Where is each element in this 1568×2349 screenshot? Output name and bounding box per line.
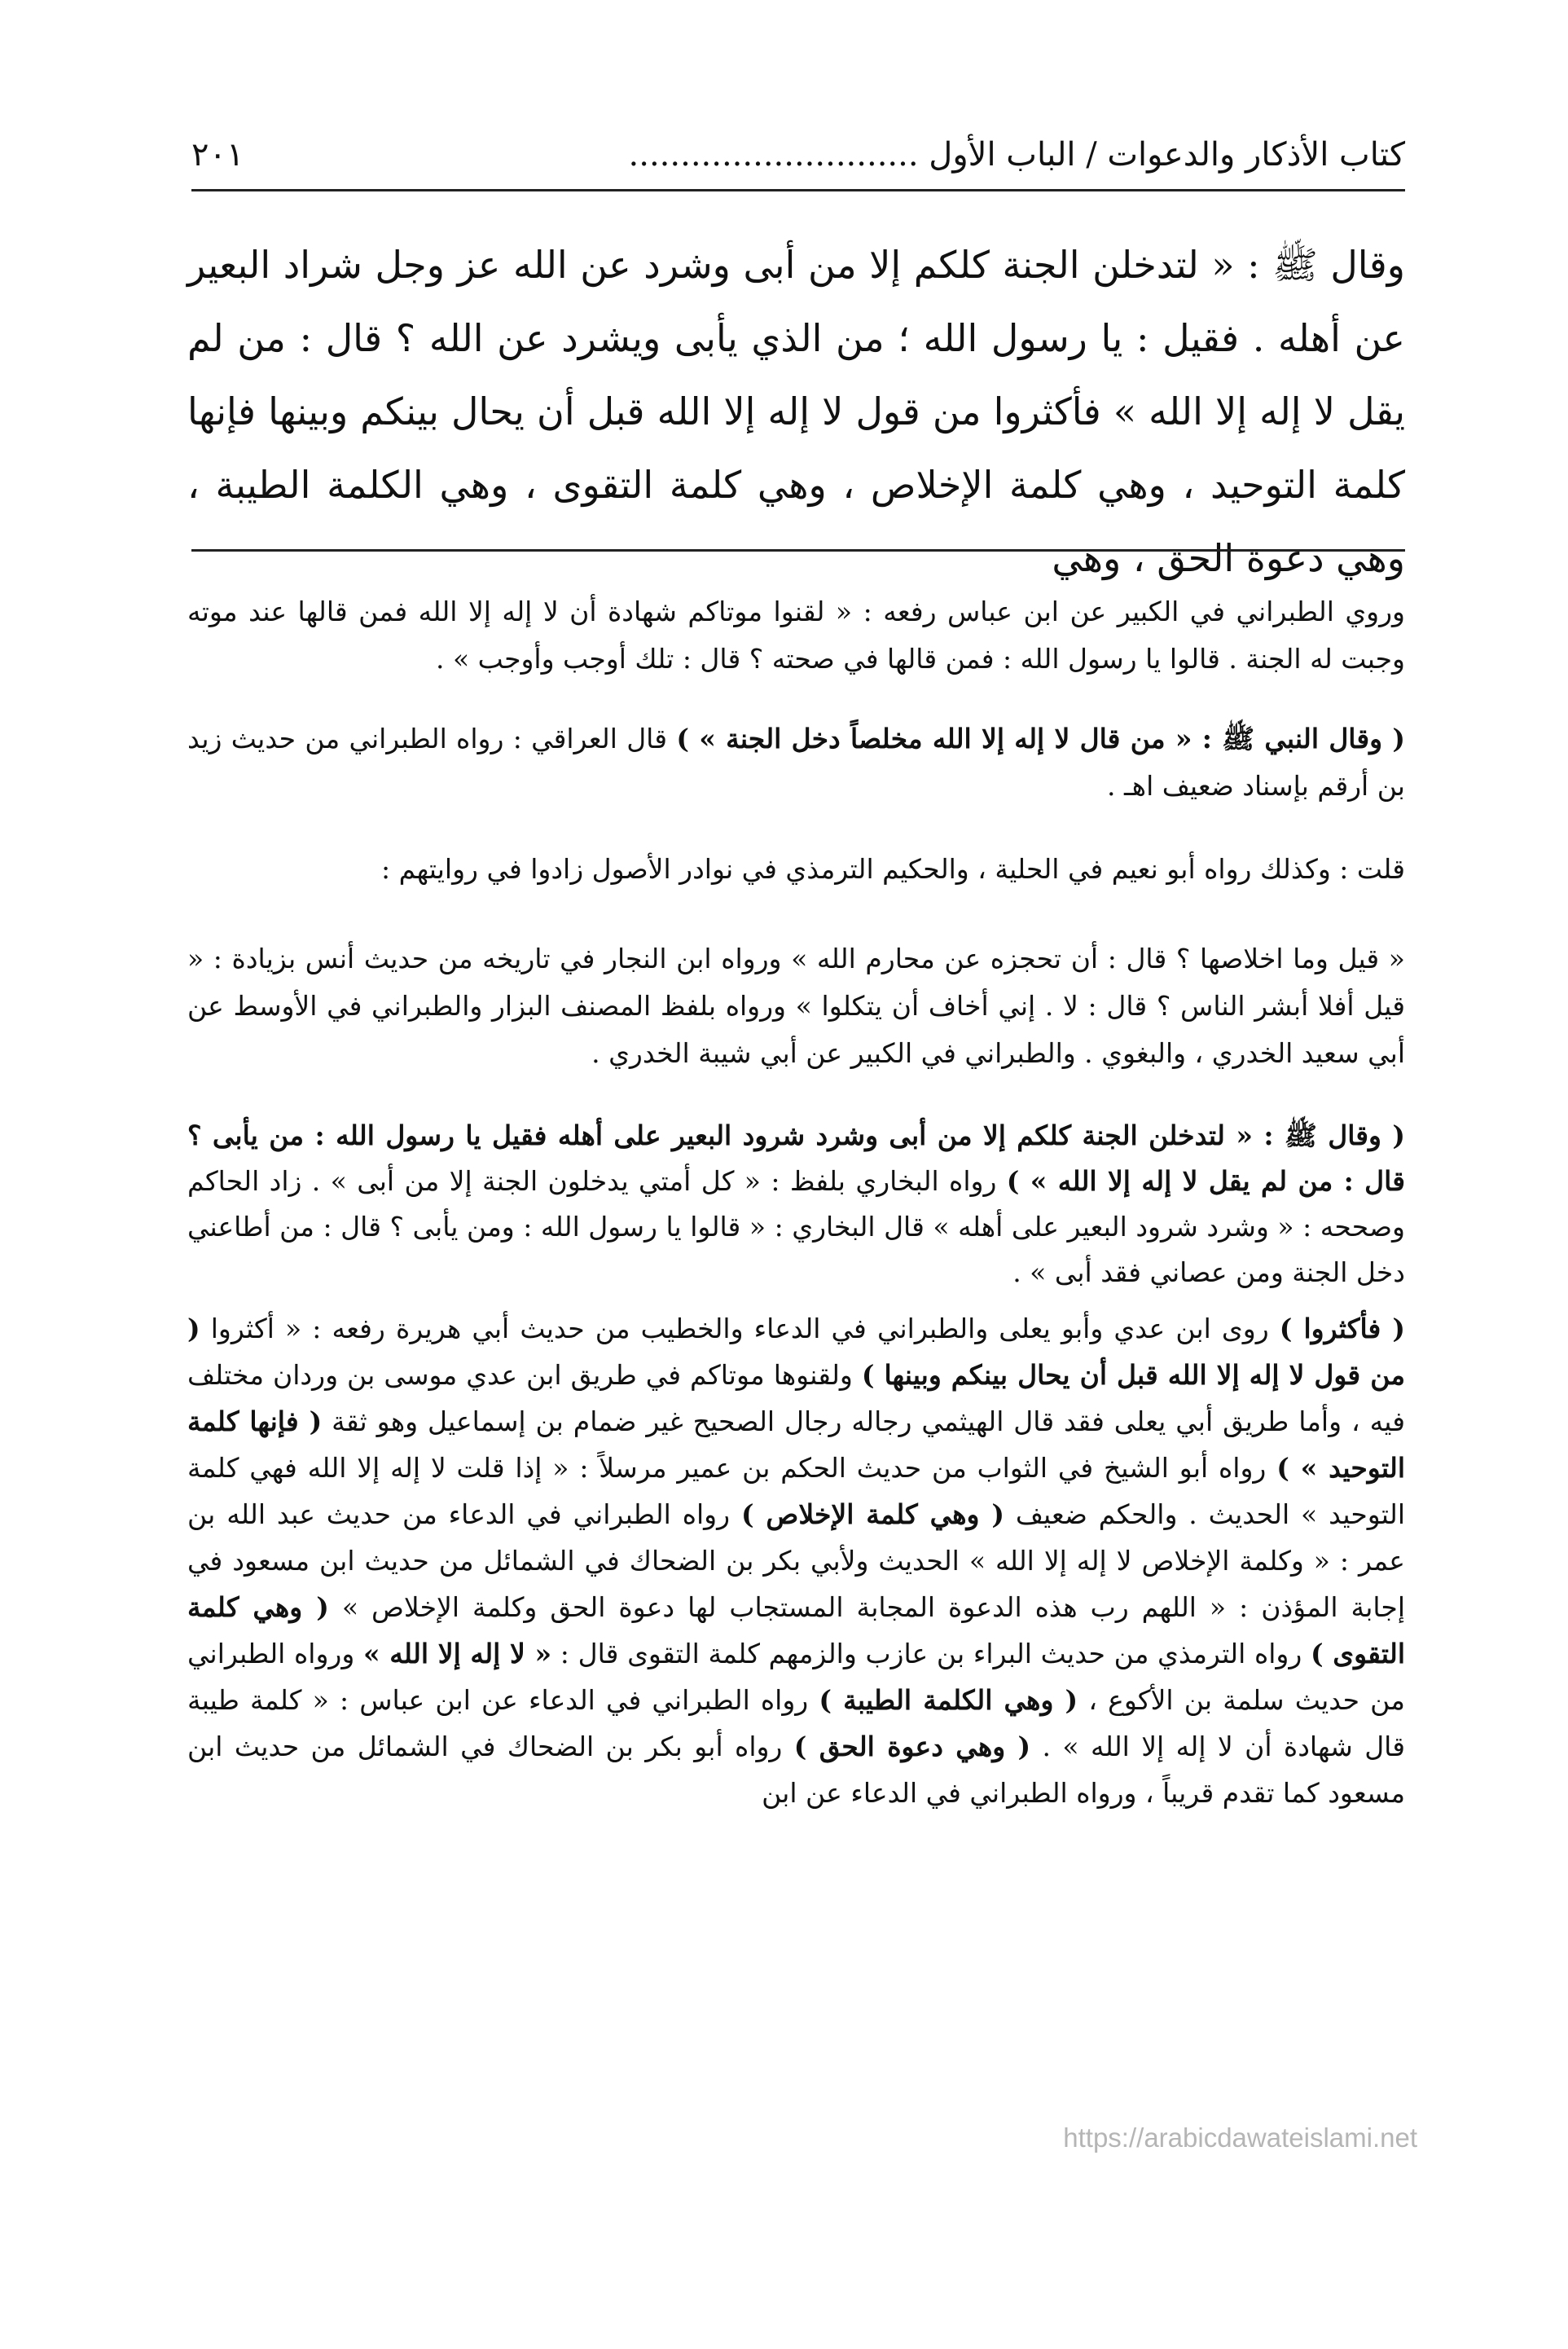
commentary-paragraph-4 bbox=[187, 935, 1405, 1077]
commentary-segment: رواه الترمذي من حديث البراء بن عازب والزمهم كلمة التقوى قال : bbox=[551, 1638, 1311, 1669]
commentary-paragraph-3 bbox=[187, 846, 1405, 893]
main-paragraph: وقال ﷺ : « لتدخلن الجنة كلكم إلا من أبى وشرد عن الله عز وجل شراد البعير عن أهله . فقيل : يا رسول الله ؛ من الذي يأبى ويشرد عن الله ؟ قال : من لم يقل لا إله إلا الله » فأكثروا من قول لا إله إلا الله قبل أن يحال بينكم وبينها فإنها كلمة التوحيد ، وهي كلمة الإخلاص ، وهي كلمة التقوى ، وهي الكلمة الطيبة ، وهي دعوة الحق ، وهي bbox=[187, 243, 1405, 580]
commentary-segment: روى ابن عدي وأبو يعلى والطبراني في الدعاء والخطيب من حديث أبي هريرة رفعه : « أكثروا bbox=[200, 1313, 1280, 1344]
quoted-phrase: « لا إله إلا الله » bbox=[362, 1638, 552, 1669]
commentary-text bbox=[187, 715, 1405, 810]
quoted-phrase: ( من قول لا إله إلا الله قبل أن يحال بينكم وبينها ) bbox=[187, 1313, 1405, 1391]
commentary-divider bbox=[191, 549, 1405, 552]
commentary-text bbox=[187, 1113, 1405, 1295]
commentary-text bbox=[187, 1305, 1405, 1816]
watermark-url: https://arabicdawateislami.net bbox=[1063, 2122, 1417, 2153]
commentary-text: وروي الطبراني في الكبير عن ابن عباس رفعه : « لقنوا موتاكم شهادة أن لا إله إلا الله فمن قالها عند موته وجبت له الجنة . قالوا يا رسول الله : فمن قالها في صحته ؟ قال : تلك أوجب وأوجب » . bbox=[187, 596, 1405, 675]
commentary-text-rest: رواه البخاري بلفظ : « كل أمتي يدخلون الجنة إلا من أبى » . زاد الحاكم وصححه : « وشرد شرود البعير على أهله » قال البخاري : « قالوا يا رسول الله : ومن يأبى ؟ قال : من أطاعني دخل الجنة ومن عصاني فقد أبى » . bbox=[187, 1165, 1405, 1288]
commentary-segment: رواه الطبراني في الدعاء من حديث عبد الله بن عمر : « وكلمة الإخلاص لا إله إلا الله » الحديث ولأبي بكر بن الضحاك في الشمائل من حديث ابن مسعود في إجابة المؤذن : « اللهم رب هذه الدعوة المجابة المستجاب لها دعوة الحق وكلمة الإخلاص » bbox=[187, 1498, 1405, 1623]
commentary-segment: ورواه الطبراني من حديث سلمة بن الأكوع ، bbox=[187, 1638, 1405, 1716]
quoted-phrase: ( وهي كلمة التقوى ) bbox=[187, 1591, 1405, 1669]
commentary-segment: رواه أبو بكر بن الضحاك في الشمائل من حديث ابن مسعود كما تقدم قريباً ، ورواه الطبراني في الدعاء عن ابن bbox=[187, 1731, 1405, 1809]
quoted-phrase: ( وهي كلمة الإخلاص ) bbox=[740, 1498, 1004, 1530]
commentary-paragraph-1 bbox=[187, 588, 1405, 683]
quoted-phrase: ( وهي الكلمة الطيبة ) bbox=[819, 1684, 1078, 1716]
commentary-segment: رواه أبو الشيخ في الثواب من حديث الحكم بن عمير مرسلاً : « إذا قلت لا إله إلا الله فهي كلمة التوحيد » الحديث . والحكم ضعيف bbox=[187, 1452, 1405, 1530]
running-title: كتاب الأذكار والدعوات / الباب الأول ............................ bbox=[628, 136, 1405, 174]
commentary-segment: رواه الطبراني في الدعاء عن ابن عباس : « كلمة طيبة قال شهادة أن لا إله إلا الله » . bbox=[187, 1684, 1406, 1762]
commentary-text-rest: قال العراقي : رواه الطبراني من حديث زيد بن أرقم بإسناد ضعيف اهـ . bbox=[187, 723, 1405, 802]
commentary-text: « قيل وما اخلاصها ؟ قال : أن تحجزه عن محارم الله » ورواه ابن النجار في تاريخه من حديث أنس بزيادة : « قيل أفلا أبشر الناس ؟ قال : لا . إني أخاف أن يتكلوا » ورواه بلفظ المصنف البزار والطبراني في الأوسط عن أبي سعيد الخدري ، والبغوي . والطبراني في الكبير عن أبي شيبة الخدري . bbox=[187, 943, 1405, 1069]
commentary-paragraph-2 bbox=[187, 715, 1405, 810]
quoted-phrase: ( وهي دعوة الحق ) bbox=[793, 1731, 1031, 1762]
quoted-hadith: ( وقال النبي ﷺ : « من قال لا إله إلا الله مخلصاً دخل الجنة » ) bbox=[676, 723, 1405, 754]
commentary-paragraph-5 bbox=[187, 1113, 1405, 1295]
main-text-block bbox=[187, 228, 1405, 595]
quoted-phrase: ( فإنها كلمة التوحيد » ) bbox=[187, 1405, 1406, 1484]
header-divider bbox=[191, 189, 1405, 191]
commentary-text: قلت : وكذلك رواه أبو نعيم في الحلية ، والحكيم الترمذي في نوادر الأصول زادوا في روايتهم : bbox=[381, 853, 1405, 885]
page-number: ٢٠١ bbox=[191, 136, 244, 174]
quoted-hadith: ( وقال ﷺ : « لتدخلن الجنة كلكم إلا من أبى وشرد شرود البعير على أهله فقيل يا رسول الله : من يأبى ؟ قال : من لم يقل لا إله إلا الله » ) bbox=[187, 1120, 1405, 1197]
commentary-segment: ولقنوها موتاكم في طريق ابن عدي موسى بن وردان مختلف فيه ، وأما طريق أبي يعلى فقد قال الهيثمي رجاله رجال الصحيح غير ضمام بن إسماعيل وهو ثقة bbox=[187, 1359, 1405, 1437]
commentary-paragraph-6 bbox=[187, 1305, 1405, 1816]
page-header bbox=[191, 126, 1405, 183]
quoted-phrase: ( فأكثروا ) bbox=[1279, 1313, 1406, 1344]
